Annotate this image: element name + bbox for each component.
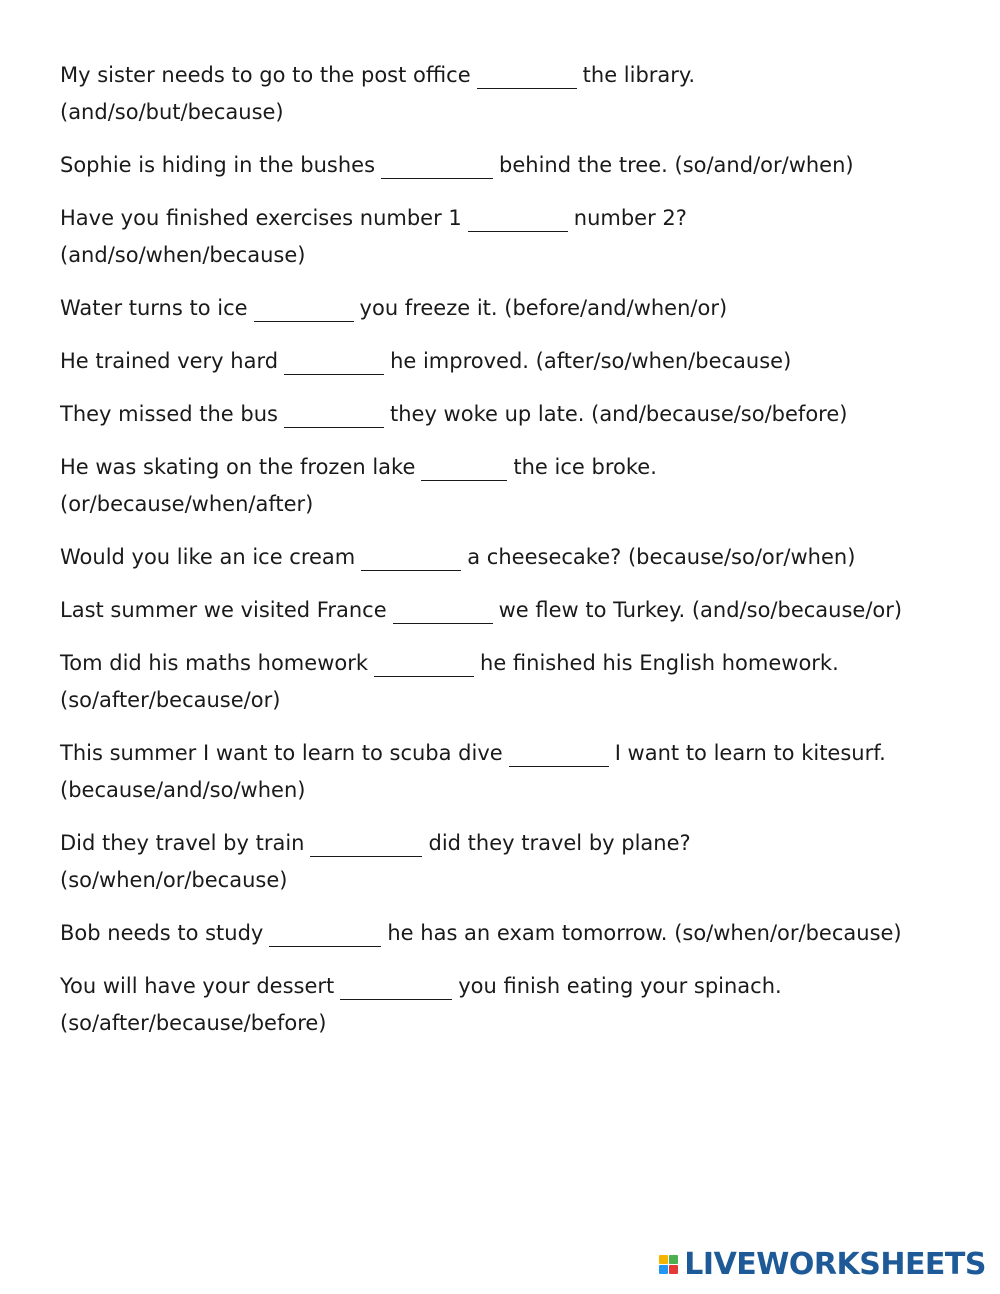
answer-options: (after/so/when/because) <box>535 349 792 373</box>
question-text-before: Tom did his maths homework <box>60 651 369 675</box>
logo-block-4 <box>669 1265 678 1274</box>
answer-blank-input[interactable] <box>340 977 452 1000</box>
question-text-before: This summer I want to learn to scuba dive <box>60 741 503 765</box>
question-text-before: You will have your dessert <box>60 974 335 998</box>
question-text-before: He trained very hard <box>60 349 279 373</box>
answer-blank-input[interactable] <box>421 458 507 481</box>
answer-options: (so/and/or/when) <box>674 153 854 177</box>
question-text-before: Sophie is hiding in the bushes <box>60 153 376 177</box>
answer-options: (and/so/when/because) <box>60 243 306 267</box>
answer-options: (or/because/when/after) <box>60 492 314 516</box>
question-text-after: the ice broke. <box>513 455 657 479</box>
question-text-after: a cheesecake? <box>467 545 622 569</box>
answer-blank-input[interactable] <box>393 601 493 624</box>
question-1 <box>60 57 960 131</box>
question-text-before: Bob needs to study <box>60 921 264 945</box>
answer-options: (so/when/or/because) <box>60 868 288 892</box>
answer-blank-input[interactable] <box>468 209 568 232</box>
question-text-before: Last summer we visited France <box>60 598 387 622</box>
answer-blank-input[interactable] <box>284 352 384 375</box>
question-3 <box>60 200 960 274</box>
answer-blank-input[interactable] <box>361 548 461 571</box>
question-text-after: the library. <box>582 63 696 87</box>
question-text-before: They missed the bus <box>60 402 278 426</box>
question-10 <box>60 645 960 719</box>
question-text-before: My sister needs to go to the post office <box>60 63 471 87</box>
answer-options: (because/and/so/when) <box>60 778 306 802</box>
question-text-before: Have you finished exercises number 1 <box>60 206 462 230</box>
answer-options: (and/so/but/because) <box>60 100 284 124</box>
answer-options: (because/so/or/when) <box>627 545 856 569</box>
answer-options: (so/when/or/because) <box>674 921 902 945</box>
answer-blank-input[interactable] <box>310 834 422 857</box>
answer-blank-input[interactable] <box>509 744 609 767</box>
question-text-after: we flew to Turkey. <box>498 598 686 622</box>
question-7 <box>60 449 960 523</box>
question-8 <box>60 539 960 576</box>
answer-blank-input[interactable] <box>374 654 474 677</box>
worksheet <box>60 57 960 1058</box>
question-14 <box>60 968 960 1042</box>
logo-block-1 <box>659 1255 668 1264</box>
answer-options: (and/because/so/before) <box>591 402 848 426</box>
question-9 <box>60 592 960 629</box>
question-text-after: I want to learn to kitesurf. <box>614 741 886 765</box>
question-text-before: Would you like an ice cream <box>60 545 356 569</box>
question-text-before: Did they travel by train <box>60 831 305 855</box>
answer-blank-input[interactable] <box>381 156 493 179</box>
question-text-before: He was skating on the frozen lake <box>60 455 416 479</box>
question-2 <box>60 147 960 184</box>
logo-block-2 <box>669 1255 678 1264</box>
answer-blank-input[interactable] <box>254 299 354 322</box>
question-text-after: he has an exam tomorrow. <box>387 921 668 945</box>
question-6 <box>60 396 960 433</box>
question-text-after: they woke up late. <box>389 402 585 426</box>
question-text-after: he finished his English homework. <box>480 651 839 675</box>
question-4 <box>60 290 960 327</box>
question-text-after: behind the tree. <box>499 153 668 177</box>
question-text-after: you freeze it. <box>359 296 498 320</box>
question-text-before: Water turns to ice <box>60 296 248 320</box>
question-12 <box>60 825 960 899</box>
liveworksheets-logo <box>659 1247 986 1282</box>
question-5 <box>60 343 960 380</box>
question-11 <box>60 735 960 809</box>
answer-options: (before/and/when/or) <box>504 296 728 320</box>
question-13 <box>60 915 960 952</box>
logo-block-3 <box>659 1265 668 1274</box>
question-text-after: you finish eating your spinach. <box>458 974 782 998</box>
answer-options: (so/after/because/or) <box>60 688 281 712</box>
answer-blank-input[interactable] <box>477 66 577 89</box>
logo-text: LIVEWORKSHEETS <box>684 1247 986 1282</box>
answer-blank-input[interactable] <box>284 405 384 428</box>
answer-options: (and/so/because/or) <box>691 598 903 622</box>
logo-blocks-icon <box>659 1255 678 1274</box>
question-text-after: number 2? <box>573 206 687 230</box>
question-text-after: he improved. <box>390 349 529 373</box>
answer-blank-input[interactable] <box>269 924 381 947</box>
answer-options: (so/after/because/before) <box>60 1011 327 1035</box>
question-text-after: did they travel by plane? <box>428 831 691 855</box>
